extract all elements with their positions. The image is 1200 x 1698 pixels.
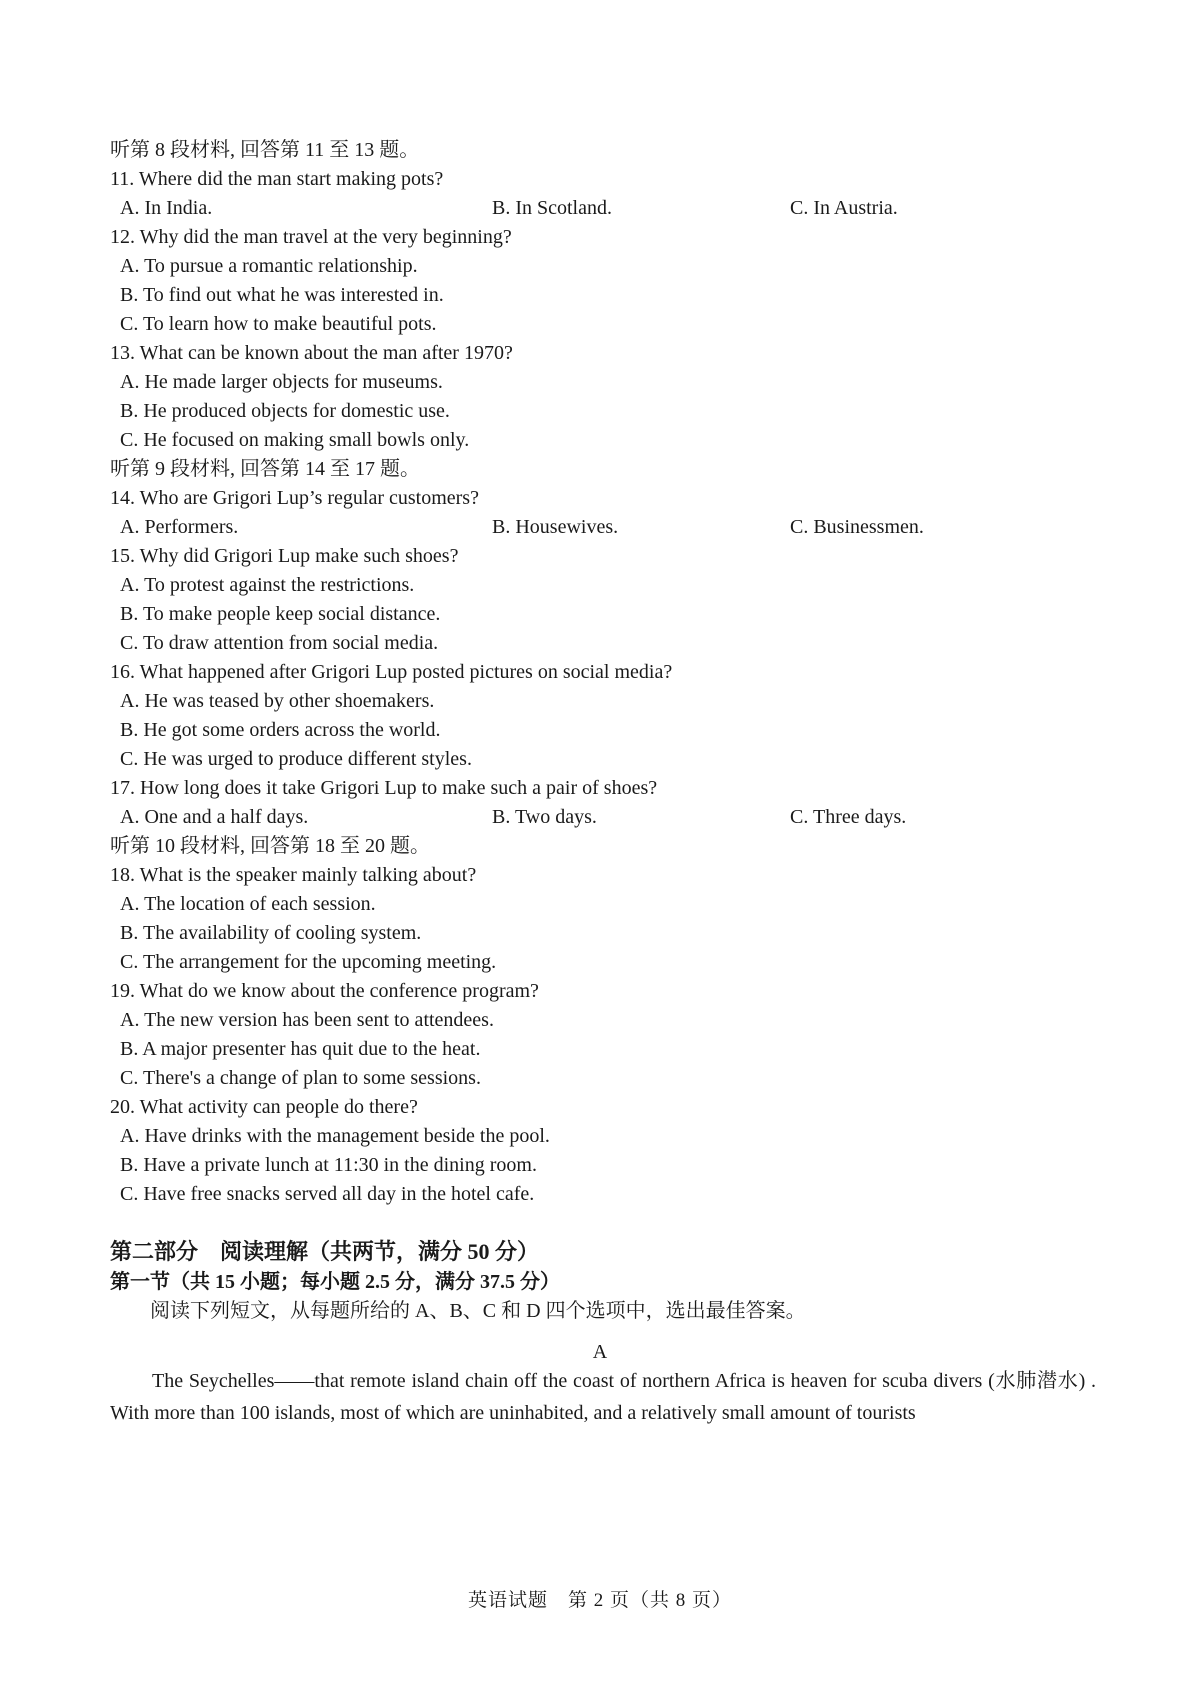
- passage-a-text: The Seychelles——that remote island chain off the coast of northern Africa is heaven for scuba divers (水肺潜水) . With more than 100 islands, most of which are uninhabited, and a relatively small amount of tourists: [110, 1370, 1096, 1424]
- part-2-heading: 第二部分 阅读理解（共两节，满分 50 分）: [110, 1239, 540, 1264]
- option-c: C. He was urged to produce different styles.: [120, 748, 472, 770]
- option-a: A. Have drinks with the management beside the pool.: [120, 1125, 550, 1147]
- section-1-title: 第一节（共 15 小题；每小题 2.5 分，满分 37.5 分）: [110, 1271, 560, 1293]
- option-c: C. In Austria.: [790, 197, 898, 219]
- option-a: A. To pursue a romantic relationship.: [120, 255, 418, 277]
- passage-label: A: [592, 1341, 608, 1363]
- section-9-intro: 听第 9 段材料, 回答第 14 至 17 题。: [110, 458, 420, 480]
- section-8-intro: 听第 8 段材料, 回答第 11 至 13 题。: [110, 139, 420, 161]
- question-19-stem: 19. What do we know about the conference program?: [110, 980, 539, 1002]
- section-10-intro: 听第 10 段材料, 回答第 18 至 20 题。: [110, 835, 430, 857]
- option-b: B. The availability of cooling system.: [120, 922, 422, 944]
- question-20-stem: 20. What activity can people do there?: [110, 1096, 418, 1118]
- option-c: C. To learn how to make beautiful pots.: [120, 313, 437, 335]
- question-13-stem: 13. What can be known about the man after 1970?: [110, 342, 513, 364]
- option-c: C. He focused on making small bowls only.: [120, 429, 470, 451]
- option-b: B. Have a private lunch at 11:30 in the dining room.: [120, 1154, 537, 1176]
- option-b: B. Housewives.: [492, 516, 619, 538]
- option-c: C. Three days.: [790, 806, 907, 828]
- option-c: C. Have free snacks served all day in the hotel cafe.: [120, 1183, 535, 1205]
- option-c: C. There's a change of plan to some sessions.: [120, 1067, 481, 1089]
- option-c: C. The arrangement for the upcoming meeting.: [120, 951, 497, 973]
- option-b: B. He produced objects for domestic use.: [120, 400, 450, 422]
- option-b: B. He got some orders across the world.: [120, 719, 441, 741]
- question-18-stem: 18. What is the speaker mainly talking about?: [110, 864, 477, 886]
- question-14-stem: 14. Who are Grigori Lup’s regular customers?: [110, 487, 479, 509]
- option-a: A. One and a half days.: [120, 806, 309, 828]
- question-16-stem: 16. What happened after Grigori Lup posted pictures on social media?: [110, 661, 673, 683]
- option-a: A. He was teased by other shoemakers.: [120, 690, 435, 712]
- option-c: C. To draw attention from social media.: [120, 632, 439, 654]
- option-b: B. Two days.: [492, 806, 597, 828]
- question-11-options: [0, 192, 1200, 224]
- question-14-options: [0, 511, 1200, 543]
- option-a: A. To protest against the restrictions.: [120, 574, 415, 596]
- question-17-options: [0, 801, 1200, 833]
- reading-instruction: 阅读下列短文，从每题所给的 A、B、C 和 D 四个选项中，选出最佳答案。: [150, 1300, 806, 1322]
- option-a: A. The new version has been sent to attendees.: [120, 1009, 494, 1031]
- option-a: A. In India.: [120, 197, 213, 219]
- question-12-stem: 12. Why did the man travel at the very beginning?: [110, 226, 512, 248]
- option-a: A. Performers.: [120, 516, 239, 538]
- option-b: B. To find out what he was interested in.: [120, 284, 444, 306]
- option-b: B. A major presenter has quit due to the heat.: [120, 1038, 481, 1060]
- option-a: A. He made larger objects for museums.: [120, 371, 443, 393]
- question-17-stem: 17. How long does it take Grigori Lup to make such a pair of shoes?: [110, 777, 658, 799]
- question-11-stem: 11. Where did the man start making pots?: [110, 168, 444, 190]
- option-c: C. Businessmen.: [790, 516, 924, 538]
- option-a: A. The location of each session.: [120, 893, 376, 915]
- option-b: B. To make people keep social distance.: [120, 603, 441, 625]
- question-15-stem: 15. Why did Grigori Lup make such shoes?: [110, 545, 459, 567]
- option-b: B. In Scotland.: [492, 197, 612, 219]
- page-footer: 英语试题 第 2 页（共 8 页）: [467, 1590, 732, 1611]
